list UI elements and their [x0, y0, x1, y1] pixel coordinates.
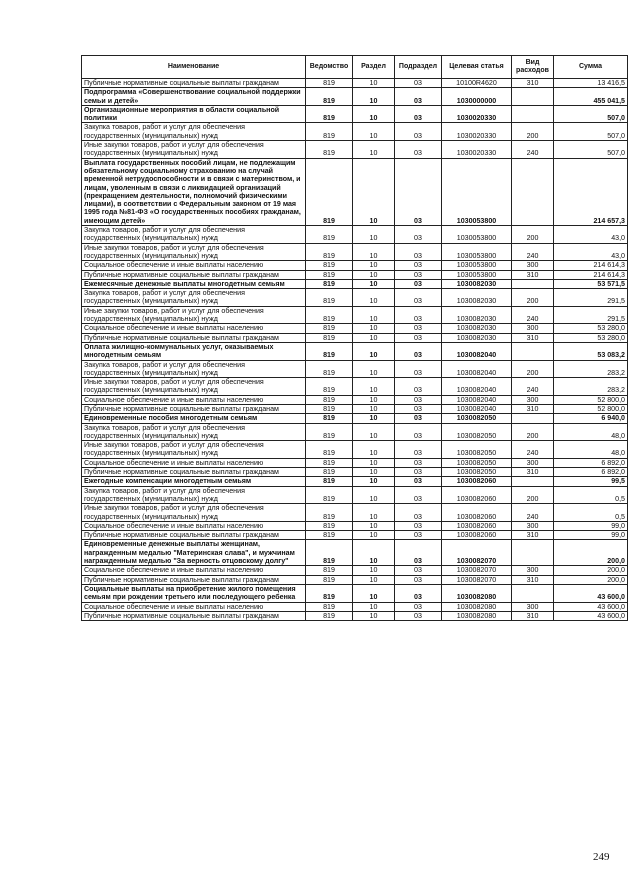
cell-name: Подпрограмма «Совершенствование социальной поддержки семьи и детей»	[82, 88, 306, 106]
cell-section: 10	[353, 414, 395, 423]
cell-name: Иные закупки товаров, работ и услуг для обеспечения государственных (муниципальных) нужд	[82, 141, 306, 159]
cell-dept: 819	[306, 423, 353, 441]
cell-sum: 43 600,0	[554, 611, 628, 620]
table-row	[82, 342, 628, 360]
cell-dept: 819	[306, 611, 353, 620]
cell-section: 10	[353, 279, 395, 288]
cell-name: Социальное обеспечение и иные выплаты населению	[82, 521, 306, 530]
table-row	[82, 504, 628, 522]
cell-dept: 819	[306, 414, 353, 423]
cell-exp-type: 240	[512, 378, 554, 396]
cell-sum: 53 083,2	[554, 342, 628, 360]
cell-dept: 819	[306, 531, 353, 540]
cell-name: Иные закупки товаров, работ и услуг для обеспечения государственных (муниципальных) нужд	[82, 504, 306, 522]
cell-subsection: 03	[395, 504, 442, 522]
cell-subsection: 03	[395, 105, 442, 123]
cell-name: Закупка товаров, работ и услуг для обеспечения государственных (муниципальных) нужд	[82, 423, 306, 441]
table-row	[82, 521, 628, 530]
cell-target: 1030082060	[442, 477, 512, 486]
cell-name: Ежегодные компенсации многодетным семьям	[82, 477, 306, 486]
cell-sum: 99,0	[554, 531, 628, 540]
cell-sum: 507,0	[554, 141, 628, 159]
header-name: Наименование	[82, 56, 306, 79]
cell-target: 1030082040	[442, 378, 512, 396]
cell-sum: 43 600,0	[554, 584, 628, 602]
cell-subsection: 03	[395, 458, 442, 467]
cell-section: 10	[353, 261, 395, 270]
cell-exp-type: 310	[512, 270, 554, 279]
cell-dept: 819	[306, 88, 353, 106]
cell-subsection: 03	[395, 270, 442, 279]
header-sum: Сумма	[554, 56, 628, 79]
cell-dept: 819	[306, 584, 353, 602]
table-row	[82, 279, 628, 288]
table-row	[82, 378, 628, 396]
cell-name: Публичные нормативные социальные выплаты гражданам	[82, 575, 306, 584]
table-row	[82, 531, 628, 540]
cell-sum: 200,0	[554, 575, 628, 584]
cell-exp-type	[512, 584, 554, 602]
table-header-row	[82, 56, 628, 79]
cell-exp-type: 300	[512, 395, 554, 404]
cell-subsection: 03	[395, 306, 442, 324]
cell-section: 10	[353, 584, 395, 602]
table-row	[82, 395, 628, 404]
cell-sum: 13 416,5	[554, 79, 628, 88]
cell-sum: 43 600,0	[554, 602, 628, 611]
cell-section: 10	[353, 395, 395, 404]
table-row	[82, 105, 628, 123]
table-row	[82, 158, 628, 225]
cell-dept: 819	[306, 270, 353, 279]
cell-subsection: 03	[395, 486, 442, 504]
table-row	[82, 414, 628, 423]
cell-dept: 819	[306, 521, 353, 530]
cell-target: 1030082070	[442, 575, 512, 584]
cell-section: 10	[353, 270, 395, 279]
cell-sum: 52 800,0	[554, 395, 628, 404]
cell-name: Социальное обеспечение и иные выплаты населению	[82, 261, 306, 270]
cell-section: 10	[353, 324, 395, 333]
cell-name: Публичные нормативные социальные выплаты гражданам	[82, 333, 306, 342]
header-section: Раздел	[353, 56, 395, 79]
cell-subsection: 03	[395, 423, 442, 441]
table-row	[82, 404, 628, 413]
cell-exp-type: 310	[512, 575, 554, 584]
cell-subsection: 03	[395, 378, 442, 396]
cell-sum: 99,5	[554, 477, 628, 486]
cell-subsection: 03	[395, 477, 442, 486]
cell-exp-type: 310	[512, 468, 554, 477]
header-subsection: Подраздел	[395, 56, 442, 79]
cell-subsection: 03	[395, 79, 442, 88]
table-row	[82, 243, 628, 261]
cell-exp-type	[512, 279, 554, 288]
cell-sum: 48,0	[554, 441, 628, 459]
cell-target: 1030082030	[442, 279, 512, 288]
cell-section: 10	[353, 333, 395, 342]
cell-exp-type: 300	[512, 521, 554, 530]
cell-dept: 819	[306, 226, 353, 244]
table-row	[82, 468, 628, 477]
cell-target: 1030053800	[442, 270, 512, 279]
cell-section: 10	[353, 105, 395, 123]
cell-exp-type	[512, 477, 554, 486]
cell-subsection: 03	[395, 279, 442, 288]
cell-exp-type: 310	[512, 611, 554, 620]
header-dept: Ведомство	[306, 56, 353, 79]
cell-exp-type: 300	[512, 261, 554, 270]
cell-name: Оплата жилищно-коммунальных услуг, оказываемых многодетным семьям	[82, 342, 306, 360]
table-row	[82, 486, 628, 504]
cell-target: 1030082040	[442, 342, 512, 360]
cell-exp-type: 240	[512, 504, 554, 522]
cell-subsection: 03	[395, 566, 442, 575]
cell-sum: 507,0	[554, 105, 628, 123]
cell-section: 10	[353, 521, 395, 530]
cell-section: 10	[353, 486, 395, 504]
cell-subsection: 03	[395, 575, 442, 584]
cell-name: Публичные нормативные социальные выплаты гражданам	[82, 611, 306, 620]
cell-section: 10	[353, 88, 395, 106]
cell-section: 10	[353, 378, 395, 396]
table-row	[82, 584, 628, 602]
cell-exp-type: 310	[512, 531, 554, 540]
table-row	[82, 123, 628, 141]
cell-name: Организационные мероприятия в области социальной политики	[82, 105, 306, 123]
table-row	[82, 575, 628, 584]
cell-dept: 819	[306, 504, 353, 522]
cell-section: 10	[353, 289, 395, 307]
cell-subsection: 03	[395, 468, 442, 477]
cell-subsection: 03	[395, 584, 442, 602]
cell-section: 10	[353, 458, 395, 467]
cell-dept: 819	[306, 261, 353, 270]
cell-target: 1030082080	[442, 602, 512, 611]
cell-exp-type: 240	[512, 441, 554, 459]
cell-sum: 48,0	[554, 423, 628, 441]
table-row	[82, 477, 628, 486]
cell-name: Социальное обеспечение и иные выплаты населению	[82, 395, 306, 404]
table-row	[82, 458, 628, 467]
cell-subsection: 03	[395, 395, 442, 404]
cell-sum: 291,5	[554, 306, 628, 324]
cell-name: Публичные нормативные социальные выплаты гражданам	[82, 531, 306, 540]
cell-dept: 819	[306, 279, 353, 288]
cell-target: 1030082070	[442, 566, 512, 575]
cell-section: 10	[353, 141, 395, 159]
cell-sum: 283,2	[554, 360, 628, 378]
cell-dept: 819	[306, 306, 353, 324]
cell-target: 1030082070	[442, 540, 512, 566]
cell-section: 10	[353, 404, 395, 413]
cell-subsection: 03	[395, 123, 442, 141]
cell-name: Иные закупки товаров, работ и услуг для обеспечения государственных (муниципальных) нужд	[82, 306, 306, 324]
cell-name: Закупка товаров, работ и услуг для обеспечения государственных (муниципальных) нужд	[82, 289, 306, 307]
cell-name: Публичные нормативные социальные выплаты гражданам	[82, 79, 306, 88]
cell-dept: 819	[306, 79, 353, 88]
cell-subsection: 03	[395, 602, 442, 611]
cell-dept: 819	[306, 395, 353, 404]
cell-exp-type: 200	[512, 123, 554, 141]
cell-target: 1030082080	[442, 611, 512, 620]
cell-exp-type	[512, 342, 554, 360]
cell-exp-type: 200	[512, 226, 554, 244]
cell-name: Публичные нормативные социальные выплаты гражданам	[82, 404, 306, 413]
cell-dept: 819	[306, 158, 353, 225]
cell-target: 1030082040	[442, 395, 512, 404]
table-row	[82, 289, 628, 307]
cell-exp-type: 200	[512, 486, 554, 504]
cell-name: Иные закупки товаров, работ и услуг для обеспечения государственных (муниципальных) нужд	[82, 441, 306, 459]
cell-name: Социальное обеспечение и иные выплаты населению	[82, 458, 306, 467]
cell-subsection: 03	[395, 342, 442, 360]
cell-subsection: 03	[395, 531, 442, 540]
cell-subsection: 03	[395, 360, 442, 378]
cell-exp-type: 300	[512, 324, 554, 333]
cell-dept: 819	[306, 566, 353, 575]
cell-exp-type: 310	[512, 333, 554, 342]
cell-dept: 819	[306, 378, 353, 396]
cell-exp-type: 200	[512, 423, 554, 441]
cell-target: 1030020330	[442, 105, 512, 123]
cell-sum: 53 280,0	[554, 324, 628, 333]
cell-name: Закупка товаров, работ и услуг для обеспечения государственных (муниципальных) нужд	[82, 123, 306, 141]
table-row	[82, 79, 628, 88]
cell-name: Единовременные пособия многодетным семьям	[82, 414, 306, 423]
cell-section: 10	[353, 360, 395, 378]
cell-exp-type: 200	[512, 289, 554, 307]
cell-dept: 819	[306, 360, 353, 378]
cell-target: 1030053800	[442, 261, 512, 270]
cell-section: 10	[353, 531, 395, 540]
header-target: Целевая статья	[442, 56, 512, 79]
cell-subsection: 03	[395, 611, 442, 620]
cell-target: 1030082030	[442, 289, 512, 307]
cell-sum: 507,0	[554, 123, 628, 141]
cell-subsection: 03	[395, 324, 442, 333]
cell-sum: 43,0	[554, 243, 628, 261]
cell-sum: 214 657,3	[554, 158, 628, 225]
cell-exp-type	[512, 540, 554, 566]
cell-section: 10	[353, 566, 395, 575]
cell-exp-type: 310	[512, 79, 554, 88]
cell-dept: 819	[306, 468, 353, 477]
cell-target: 10100R4620	[442, 79, 512, 88]
cell-name: Ежемесячные денежные выплаты многодетным семьям	[82, 279, 306, 288]
cell-subsection: 03	[395, 404, 442, 413]
table-row	[82, 306, 628, 324]
cell-sum: 53 280,0	[554, 333, 628, 342]
table-row	[82, 602, 628, 611]
cell-sum: 214 614,3	[554, 270, 628, 279]
cell-exp-type: 300	[512, 566, 554, 575]
cell-dept: 819	[306, 324, 353, 333]
cell-dept: 819	[306, 602, 353, 611]
header-exp-type: Вид расходов	[512, 56, 554, 79]
table-row	[82, 270, 628, 279]
cell-name: Закупка товаров, работ и услуг для обеспечения государственных (муниципальных) нужд	[82, 486, 306, 504]
cell-sum: 283,2	[554, 378, 628, 396]
table-row	[82, 540, 628, 566]
cell-section: 10	[353, 575, 395, 584]
cell-section: 10	[353, 123, 395, 141]
cell-section: 10	[353, 342, 395, 360]
cell-name: Иные закупки товаров, работ и услуг для обеспечения государственных (муниципальных) нужд	[82, 378, 306, 396]
cell-subsection: 03	[395, 261, 442, 270]
cell-exp-type: 300	[512, 458, 554, 467]
cell-sum: 99,0	[554, 521, 628, 530]
cell-subsection: 03	[395, 333, 442, 342]
cell-dept: 819	[306, 540, 353, 566]
cell-name: Публичные нормативные социальные выплаты гражданам	[82, 270, 306, 279]
cell-target: 1030082030	[442, 306, 512, 324]
cell-section: 10	[353, 79, 395, 88]
cell-exp-type: 300	[512, 602, 554, 611]
cell-target: 1030082040	[442, 404, 512, 413]
cell-section: 10	[353, 504, 395, 522]
cell-sum: 52 800,0	[554, 404, 628, 413]
cell-section: 10	[353, 441, 395, 459]
cell-section: 10	[353, 243, 395, 261]
cell-target: 1030053800	[442, 243, 512, 261]
cell-exp-type	[512, 105, 554, 123]
cell-dept: 819	[306, 458, 353, 467]
cell-target: 1030082030	[442, 333, 512, 342]
cell-dept: 819	[306, 441, 353, 459]
cell-subsection: 03	[395, 441, 442, 459]
cell-dept: 819	[306, 243, 353, 261]
cell-target: 1030082060	[442, 504, 512, 522]
cell-sum: 6 940,0	[554, 414, 628, 423]
cell-section: 10	[353, 158, 395, 225]
cell-dept: 819	[306, 333, 353, 342]
cell-target: 1030000000	[442, 88, 512, 106]
cell-dept: 819	[306, 141, 353, 159]
cell-exp-type: 240	[512, 141, 554, 159]
cell-sum: 53 571,5	[554, 279, 628, 288]
cell-dept: 819	[306, 105, 353, 123]
cell-section: 10	[353, 468, 395, 477]
table-row	[82, 566, 628, 575]
cell-target: 1030020330	[442, 141, 512, 159]
cell-name: Единовременные денежные выплаты женщинам, награжденным медалью "Материнская слава", и мужчинам награжденным медалью "За верность отцовскому долгу"	[82, 540, 306, 566]
cell-section: 10	[353, 540, 395, 566]
cell-exp-type	[512, 88, 554, 106]
table-row	[82, 611, 628, 620]
table-row	[82, 261, 628, 270]
cell-subsection: 03	[395, 226, 442, 244]
table-row	[82, 324, 628, 333]
cell-subsection: 03	[395, 243, 442, 261]
cell-target: 1030082060	[442, 531, 512, 540]
cell-target: 1030082030	[442, 324, 512, 333]
cell-sum: 6 892,0	[554, 468, 628, 477]
table-row	[82, 360, 628, 378]
cell-exp-type	[512, 414, 554, 423]
cell-exp-type: 240	[512, 306, 554, 324]
cell-sum: 43,0	[554, 226, 628, 244]
cell-target: 1030053800	[442, 226, 512, 244]
cell-target: 1030082050	[442, 423, 512, 441]
cell-target: 1030082050	[442, 468, 512, 477]
cell-target: 1030082040	[442, 360, 512, 378]
cell-sum: 200,0	[554, 566, 628, 575]
cell-sum: 455 041,5	[554, 88, 628, 106]
table-row	[82, 441, 628, 459]
table-row	[82, 423, 628, 441]
cell-subsection: 03	[395, 521, 442, 530]
cell-sum: 200,0	[554, 540, 628, 566]
cell-dept: 819	[306, 486, 353, 504]
table-row	[82, 141, 628, 159]
cell-section: 10	[353, 477, 395, 486]
cell-name: Публичные нормативные социальные выплаты гражданам	[82, 468, 306, 477]
cell-subsection: 03	[395, 88, 442, 106]
cell-subsection: 03	[395, 540, 442, 566]
cell-exp-type: 310	[512, 404, 554, 413]
cell-name: Социальные выплаты на приобретение жилого помещения семьям при рождении третьего или последующего ребенка	[82, 584, 306, 602]
budget-table	[81, 55, 628, 621]
table-row	[82, 333, 628, 342]
cell-target: 1030082050	[442, 458, 512, 467]
cell-sum: 0,5	[554, 486, 628, 504]
cell-dept: 819	[306, 575, 353, 584]
cell-target: 1030082050	[442, 441, 512, 459]
cell-name: Закупка товаров, работ и услуг для обеспечения государственных (муниципальных) нужд	[82, 360, 306, 378]
cell-section: 10	[353, 226, 395, 244]
cell-dept: 819	[306, 477, 353, 486]
cell-subsection: 03	[395, 141, 442, 159]
cell-dept: 819	[306, 342, 353, 360]
cell-sum: 291,5	[554, 289, 628, 307]
cell-dept: 819	[306, 123, 353, 141]
table-row	[82, 88, 628, 106]
cell-exp-type	[512, 158, 554, 225]
cell-sum: 0,5	[554, 504, 628, 522]
cell-target: 1030082050	[442, 414, 512, 423]
cell-name: Выплата государственных пособий лицам, не подлежащим обязательному социальному страхованию на случай временной нетрудоспособности и в связи с материнством, и лицам, уволенным в связи с ликвидацией организаций (прекращением деятельности, полномочий физическими лицами), в соответствии с Федеральным законом от 19 мая 1995 года №81-ФЗ «О государственных пособиях гражданам, имеющим детей»	[82, 158, 306, 225]
cell-section: 10	[353, 602, 395, 611]
cell-section: 10	[353, 611, 395, 620]
cell-sum: 214 614,3	[554, 261, 628, 270]
cell-name: Иные закупки товаров, работ и услуг для обеспечения государственных (муниципальных) нужд	[82, 243, 306, 261]
cell-subsection: 03	[395, 158, 442, 225]
table-row	[82, 226, 628, 244]
cell-section: 10	[353, 423, 395, 441]
page-number: 249	[593, 851, 610, 863]
cell-name: Социальное обеспечение и иные выплаты населению	[82, 566, 306, 575]
cell-target: 1030020330	[442, 123, 512, 141]
cell-name: Закупка товаров, работ и услуг для обеспечения государственных (муниципальных) нужд	[82, 226, 306, 244]
cell-target: 1030053800	[442, 158, 512, 225]
cell-subsection: 03	[395, 289, 442, 307]
cell-dept: 819	[306, 404, 353, 413]
cell-target: 1030082060	[442, 521, 512, 530]
cell-exp-type: 240	[512, 243, 554, 261]
cell-name: Социальное обеспечение и иные выплаты населению	[82, 324, 306, 333]
cell-target: 1030082060	[442, 486, 512, 504]
cell-sum: 6 892,0	[554, 458, 628, 467]
cell-exp-type: 200	[512, 360, 554, 378]
cell-name: Социальное обеспечение и иные выплаты населению	[82, 602, 306, 611]
cell-target: 1030082080	[442, 584, 512, 602]
cell-subsection: 03	[395, 414, 442, 423]
cell-dept: 819	[306, 289, 353, 307]
cell-section: 10	[353, 306, 395, 324]
